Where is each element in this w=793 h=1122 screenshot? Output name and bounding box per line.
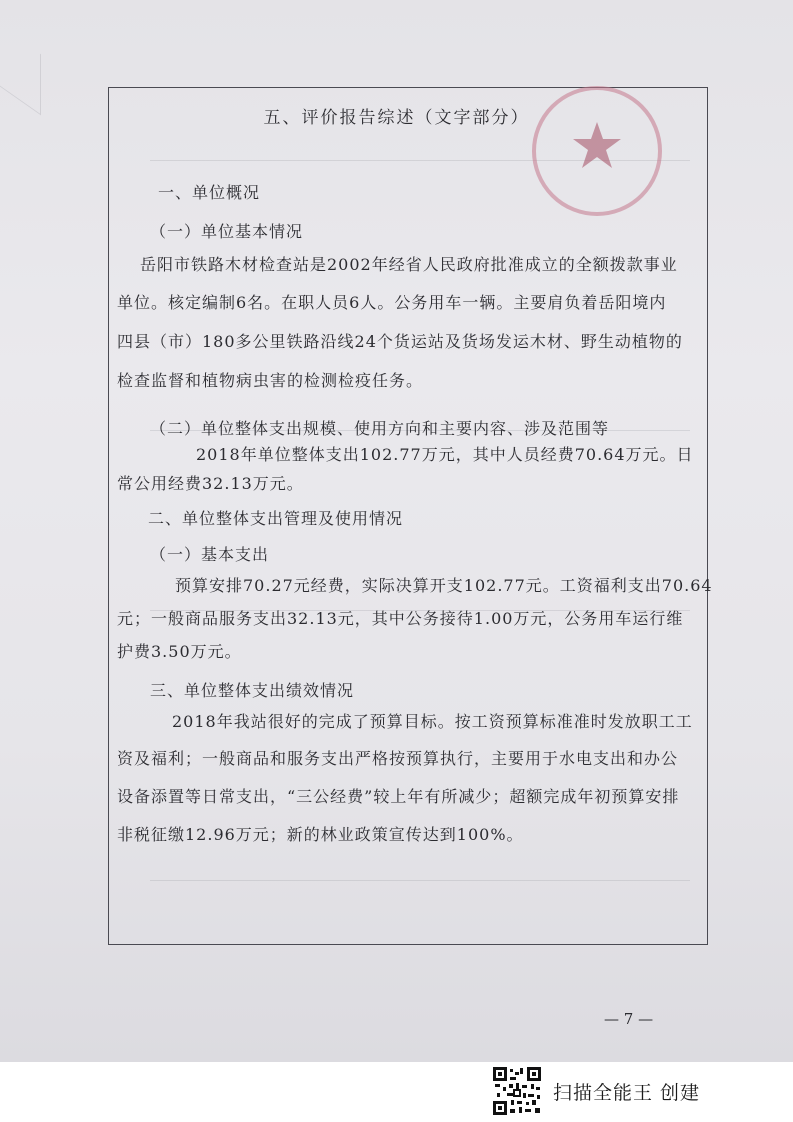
paragraph-line: 预算安排70.27元经费，实际决算开支102.77元。工资福利支出70.64 [175,576,713,595]
subheading-basic-info: （一）单位基本情况 [150,222,304,241]
page-fold-mark [0,26,41,116]
paragraph-line: 岳阳市铁路木材检查站是2002年经省人民政府批准成立的全额拨款事业 [140,255,678,274]
paragraph-line: 单位。核定编制6名。在职人员6人。公务用车一辆。主要肩负着岳阳境内 [117,293,667,312]
paragraph-line: 资及福利；一般商品和服务支出严格按预算执行，主要用于水电支出和办公 [117,749,679,768]
qr-code-icon [493,1067,541,1115]
paragraph-line: 四县（市）180多公里铁路沿线24个货运站及货场发运木材、野生动植物的 [117,332,683,351]
paragraph-line: 2018年单位整体支出102.77万元，其中人员经费70.64万元。日 [196,445,694,464]
subheading-expenditure-scope: （二）单位整体支出规模、使用方向和主要内容、涉及范围等 [150,419,610,438]
paragraph-line: 设备添置等日常支出，“三公经费”较上年有所减少；超额完成年初预算安排 [117,787,680,806]
paragraph-line: 检查监督和植物病虫害的检测检疫任务。 [117,371,424,390]
scanner-app-label: 扫描全能王 创建 [553,1081,701,1104]
page-number: — 7 — [604,1010,654,1028]
paragraph-line: 非税征缴12.96万元；新的林业政策宣传达到100%。 [117,825,524,844]
paragraph-line: 常公用经费32.13万元。 [117,474,304,493]
paragraph-line: 元；一般商品服务支出32.13元，其中公务接待1.00万元，公务用车运行维 [117,609,684,628]
section-title: 五、评价报告综述（文字部分） [263,108,530,128]
paragraph-line: 2018年我站很好的完成了预算目标。按工资预算标准准时发放职工工 [172,712,693,731]
paragraph-line: 护费3.50万元。 [117,642,242,661]
heading-performance: 三、单位整体支出绩效情况 [150,681,355,700]
heading-expenditure-management: 二、单位整体支出管理及使用情况 [148,509,404,528]
subheading-basic-expenditure: （一）基本支出 [150,545,270,564]
heading-unit-overview: 一、单位概况 [158,183,261,202]
scanner-watermark [493,1066,700,1116]
